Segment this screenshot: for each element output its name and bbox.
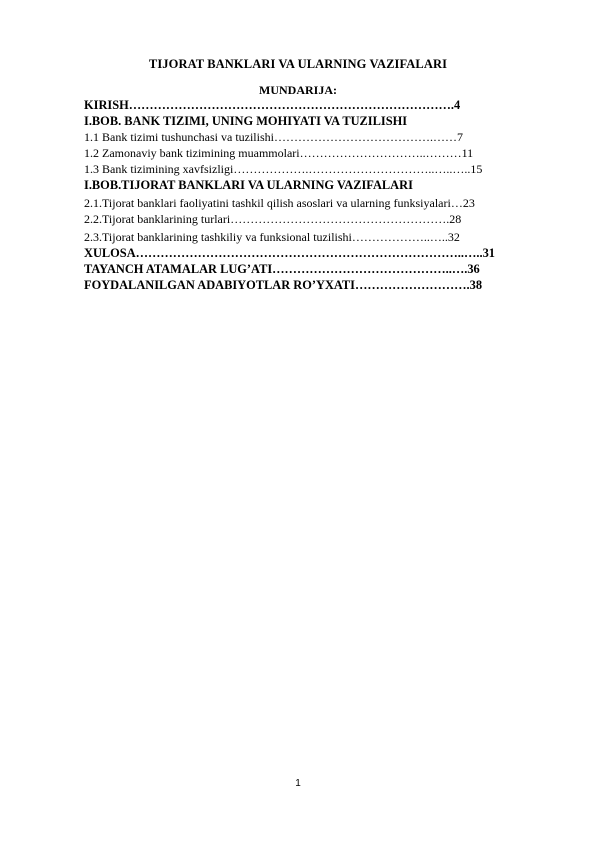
toc-chapter-1-heading: I.BOB. BANK TIZIMI, UNING MOHIYATI VA TUZILISHI bbox=[84, 114, 408, 128]
toc-entry-kirish: KIRISH…………………………………………………………………….4 bbox=[84, 98, 461, 112]
table-of-contents bbox=[84, 97, 554, 293]
toc-entry-2-2: 2.2.Tijorat banklarining turlari……………………………………………….28 bbox=[84, 212, 462, 226]
toc-entry-xulosa: XULOSA……………………………………………………………………..…..31 bbox=[84, 246, 495, 260]
document-title: TIJORAT BANKLARI VA ULARNING VAZIFALARI bbox=[148, 57, 448, 71]
toc-entry-1-3: 1.3 Bank tizimining xavfsizligi……………….…………………………..…..…..15 bbox=[84, 162, 483, 176]
toc-entry-2-3: 2.3.Tijorat banklarining tashkiliy va funksional tuzilishi………………..…..32 bbox=[84, 230, 460, 244]
table-of-contents-heading: MUNDARIJA: bbox=[259, 83, 337, 97]
toc-entry-glossary: TAYANCH ATAMALAR LUG’ATI……………………………………..….36 bbox=[84, 262, 480, 276]
toc-chapter-2-heading: I.BOB.TIJORAT BANKLARI VA ULARNING VAZIFALARI bbox=[84, 178, 413, 192]
toc-entry-1-1: 1.1 Bank tizimi tushunchasi va tuzilishi………………………………….……7 bbox=[84, 130, 463, 144]
toc-entry-references: FOYDALANILGAN ADABIYOTLAR RO’YXATI……………………….38 bbox=[84, 278, 483, 292]
page-number: 1 bbox=[295, 778, 301, 789]
toc-entry-1-2: 1.2 Zamonaviy bank tizimining muammolari…………………………..………11 bbox=[84, 146, 474, 160]
toc-entry-2-1: 2.1.Tijorat banklari faoliyatini tashkil qilish asoslari va ularning funksiyalari…23 bbox=[84, 196, 475, 210]
